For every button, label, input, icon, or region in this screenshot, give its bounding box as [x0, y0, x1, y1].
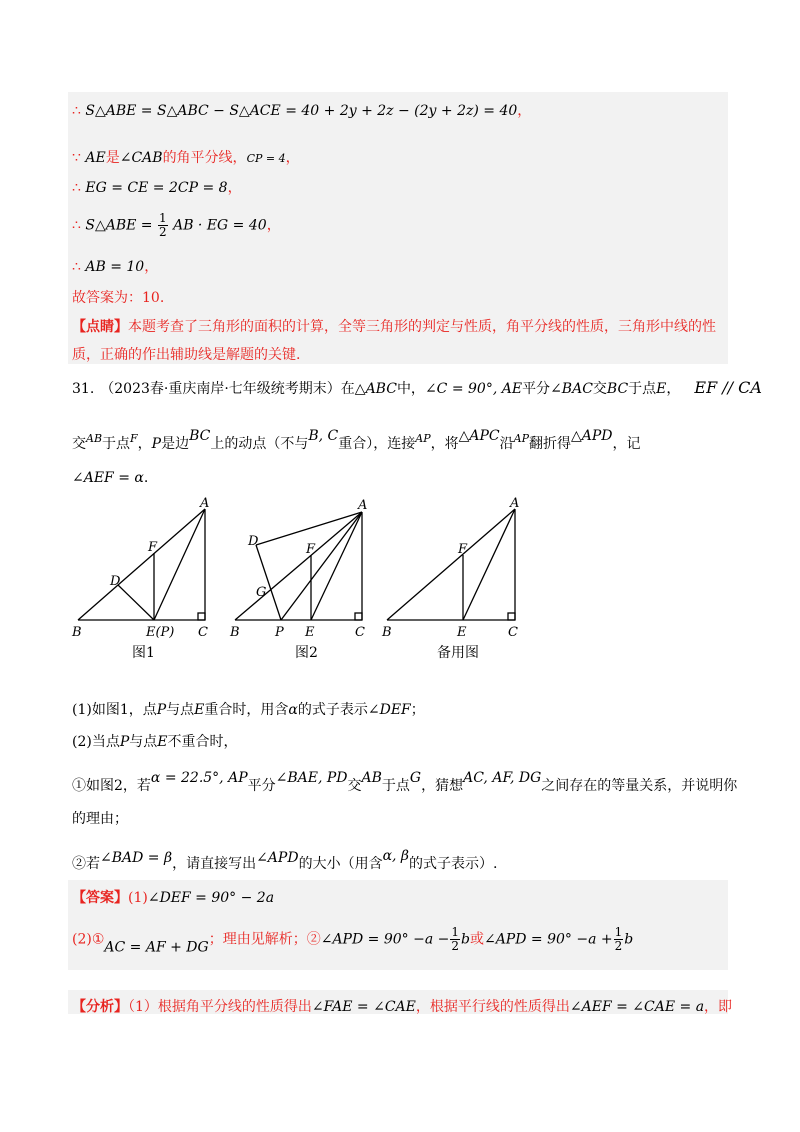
angle-aef: ∠AEF = α — [72, 470, 144, 486]
answer-2-math: AC = AF + DG — [104, 939, 209, 956]
text: 的式子表示）. — [409, 856, 498, 872]
segments-ac-af-dg: AC, AF, DG — [463, 770, 542, 786]
apd-expr-2: ∠APD = 90° −a + — [483, 931, 613, 948]
angle-bae: ∠BAE, PD — [275, 770, 348, 786]
solution-line-2 — [72, 147, 300, 167]
segment-ae: AE — [85, 150, 106, 166]
var-b: b — [624, 931, 634, 948]
because-symbol: ∵ — [72, 150, 81, 166]
fig2-label-a: A — [358, 498, 368, 513]
text: ； — [410, 702, 425, 718]
comment-tag: 【点睛】 — [72, 319, 128, 335]
text-bisector: 的角平分线， — [162, 150, 247, 166]
answer-line-2 — [72, 926, 633, 956]
text: 与点 — [166, 702, 195, 718]
analysis-line — [72, 996, 732, 1016]
answer-1-math: ∠DEF = 90° − 2a — [147, 890, 275, 906]
text: 重合），连接 — [338, 436, 416, 452]
point-p: P — [151, 436, 162, 452]
fraction-numerator: 1 — [451, 925, 459, 939]
question-1 — [72, 699, 425, 719]
text: 是边 — [161, 436, 190, 452]
text: ，根据平行线的性质得出 — [415, 999, 570, 1015]
fraction-numerator: 1 — [158, 211, 167, 225]
segment-ab: AB — [361, 770, 382, 786]
text: ，记 — [612, 436, 641, 452]
problem-source: （2023春·重庆南岸·七年级统考期末）在 — [100, 381, 355, 397]
area-product: AB · EG = 40 — [173, 217, 267, 234]
geometry-figures — [0, 495, 800, 665]
fraction-denominator: 2 — [614, 939, 623, 953]
answer-statement: 故答案为：10. — [72, 290, 165, 306]
fraction-denominator: 2 — [158, 225, 167, 239]
therefore-symbol: ∴ — [72, 217, 81, 234]
text: 交 — [347, 778, 362, 794]
fig1-label-a: A — [200, 496, 210, 511]
fig2-label-c: C — [355, 625, 365, 640]
text: ， — [666, 381, 681, 397]
comma: ， — [144, 259, 159, 275]
text: 于点 — [102, 436, 131, 452]
point-e: E — [194, 702, 205, 718]
question-2-1-cont: 的理由； — [72, 811, 128, 827]
text: 于点 — [381, 778, 410, 794]
analysis-tag: 【分析】 — [72, 999, 128, 1015]
angle-apd: ∠APD — [256, 850, 299, 866]
fig1-label-b: B — [72, 625, 82, 640]
fig1-label-c: C — [198, 625, 208, 640]
fig2-label-b: B — [230, 625, 240, 640]
comma: ， — [227, 180, 242, 196]
answer-part-2: (2)① — [72, 931, 105, 948]
triangle-apc: △APC — [458, 428, 500, 444]
text: 重合时，用含 — [204, 702, 289, 718]
fig2-label-p: P — [275, 625, 284, 640]
fig2-caption: 图2 — [295, 645, 318, 661]
answer-line-1 — [72, 887, 274, 907]
text: ， — [137, 436, 152, 452]
text: 于点 — [628, 381, 657, 397]
eg-equation: EG = CE = 2CP = 8 — [85, 180, 228, 196]
therefore-symbol: ∴ — [72, 103, 81, 119]
triangle-apd: △APD — [571, 428, 613, 444]
angle-fae-cae: ∠FAE = ∠CAE — [311, 999, 416, 1015]
alpha: α — [288, 702, 298, 718]
text: 沿 — [499, 436, 514, 452]
comma: ， — [517, 103, 532, 119]
comment-line-1 — [72, 316, 716, 336]
text: ，猜想 — [421, 778, 464, 794]
angle-c: ∠C = 90°, AE — [424, 381, 523, 397]
fraction-numerator: 1 — [614, 925, 623, 939]
text: 上的动点（不与 — [210, 436, 309, 452]
area-equation: S△ABE = S△ABC − S△ACE = 40 + 2y + 2z − (2y + 2z) = 40 — [85, 103, 518, 119]
fig2-label-e: E — [305, 625, 315, 640]
triangle-abc: △ABC — [354, 381, 397, 397]
fig1-caption: 图1 — [132, 645, 155, 661]
text: 平分 — [522, 381, 551, 397]
answer-tag: 【答案】 — [72, 890, 128, 906]
ab-value: AB = 10 — [85, 259, 145, 275]
problem-line-2 — [72, 428, 641, 453]
fig3-label-f: F — [458, 542, 468, 557]
angle-bac: ∠BAC — [550, 381, 593, 397]
fig2-label-f: F — [306, 542, 316, 557]
text: 交 — [72, 436, 86, 452]
ef-parallel-ca: EF // CA — [694, 378, 762, 397]
fraction-half — [450, 926, 460, 953]
segment-ab: AB — [86, 432, 103, 445]
solution-line-4 — [72, 212, 281, 239]
point-g: G — [409, 770, 422, 786]
point-f: F — [130, 432, 138, 445]
fig1-label-d: D — [110, 574, 121, 589]
text: （1）根据角平分线的性质得出 — [128, 999, 312, 1015]
fig3-caption: 备用图 — [437, 645, 479, 661]
cp-value: CP = 4 — [246, 152, 286, 165]
text: ②若 — [72, 856, 100, 872]
fig3-label-b: B — [382, 625, 392, 640]
apd-expr-1: ∠APD = 90° −a − — [320, 931, 450, 948]
comment-text: 本题考查了三角形的面积的计算，全等三角形的判定与性质，角平分线的性质，三角形中线的性 — [128, 319, 716, 335]
text-or: 或 — [469, 931, 484, 948]
segment-ap: AP — [415, 432, 431, 445]
text: . — [143, 470, 149, 486]
text: 的大小（用含 — [298, 856, 383, 872]
angle-def: ∠DEF — [367, 702, 411, 718]
text: 翻折得 — [529, 436, 571, 452]
segment-bc: BC — [606, 381, 629, 397]
fraction-denominator: 2 — [451, 939, 459, 953]
text: 交 — [592, 381, 607, 397]
fig1-label-f: F — [148, 540, 158, 555]
point-p: P — [119, 734, 130, 750]
solution-line-5 — [72, 256, 158, 276]
solution-line-3 — [72, 177, 242, 197]
angle-cab: ∠CAB — [119, 150, 163, 166]
alpha-value: α = 22.5°, AP — [150, 770, 248, 786]
text: ，将 — [430, 436, 459, 452]
alpha-beta: α, β — [382, 848, 410, 864]
problem-line-1 — [72, 378, 762, 398]
fig3-label-e: E — [457, 625, 467, 640]
angle-bad: ∠BAD = β — [100, 850, 173, 866]
point-e: E — [656, 381, 667, 397]
comma: ， — [266, 217, 281, 234]
text: 平分 — [247, 778, 276, 794]
fig2-label-g: G — [256, 585, 267, 600]
segment-bc: BC — [189, 428, 211, 444]
solution-line-1 — [72, 100, 531, 120]
fig2-label-d: D — [248, 534, 259, 549]
problem-line-3 — [72, 470, 148, 486]
angle-aef-cae: ∠AEF = ∠CAE = a — [569, 999, 705, 1015]
fraction-half — [158, 212, 168, 239]
text: ，请直接写出 — [172, 856, 257, 872]
therefore-symbol: ∴ — [72, 259, 81, 275]
text: 中， — [396, 381, 425, 397]
text: ；理由见解析；② — [208, 931, 321, 948]
question-2 — [72, 731, 238, 751]
text: (1)如图1，点 — [72, 702, 157, 718]
text-is: 是 — [105, 150, 120, 166]
point-p: P — [156, 702, 167, 718]
question-2-1 — [72, 770, 737, 795]
comma: ， — [285, 150, 300, 166]
answer-part-1: (1) — [128, 890, 148, 906]
text: ，即 — [704, 999, 733, 1015]
fraction-half — [614, 926, 624, 953]
fig1-label-ep: E(P) — [146, 625, 175, 640]
text: ①如图2，若 — [72, 778, 151, 794]
var-b: b — [461, 931, 470, 948]
problem-number: 31. — [72, 381, 95, 397]
text: 的式子表示 — [297, 702, 368, 718]
fig3-label-a: A — [510, 496, 520, 511]
question-2-2 — [72, 848, 497, 873]
comment-line-2: 质，正确的作出辅助线是解题的关键. — [72, 347, 301, 363]
area-abe: S△ABE = — [85, 217, 153, 234]
text: 与点 — [129, 734, 158, 750]
text: (2)当点 — [72, 734, 120, 750]
point-e: E — [157, 734, 168, 750]
therefore-symbol: ∴ — [72, 180, 81, 196]
segment-ap: AP — [513, 432, 529, 445]
text: 不重合时， — [167, 734, 238, 750]
text: 之间存在的等量关系，并说明你 — [541, 778, 738, 794]
points-bc: B, C — [308, 428, 339, 444]
fig3-label-c: C — [508, 625, 518, 640]
